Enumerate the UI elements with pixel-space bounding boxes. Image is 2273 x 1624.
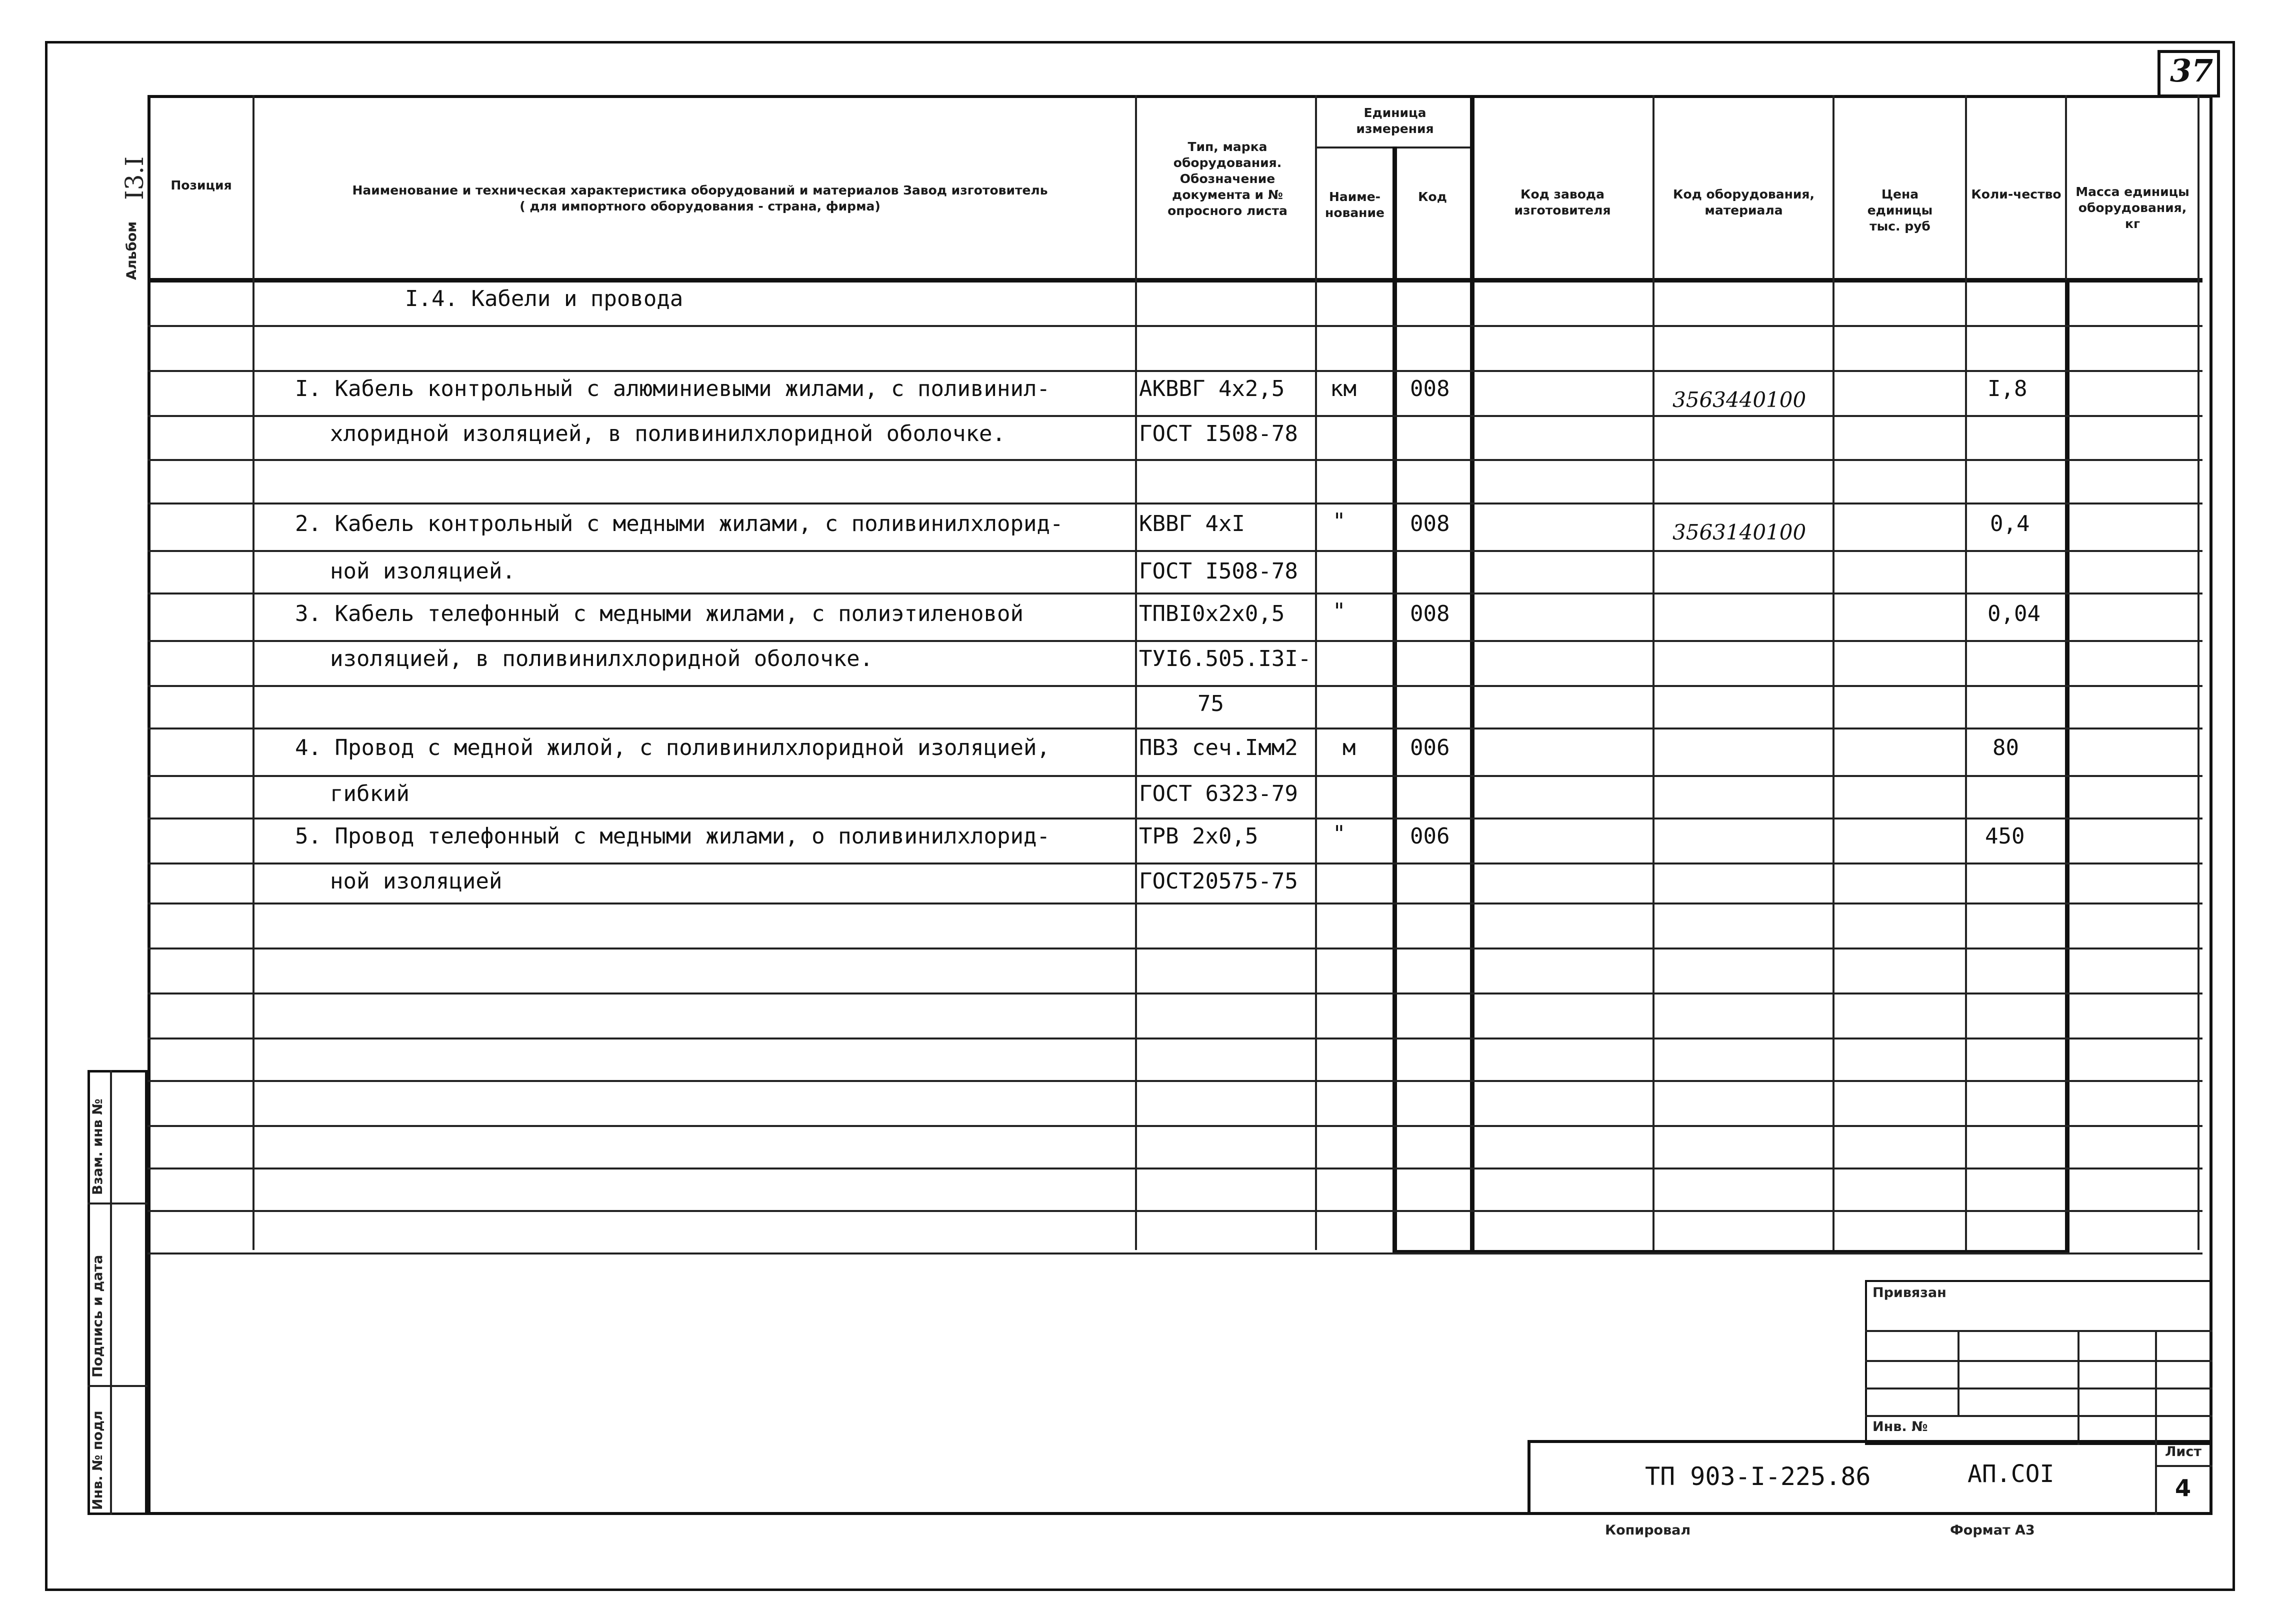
row-8-unit: м: [1342, 735, 1356, 760]
header-type: Тип, марка оборудования. Обозначение документа и № опросного листа: [1168, 140, 1288, 218]
row-5-type: ТПВI0х2х0,5: [1139, 601, 1285, 626]
row-11-name: ной изоляцией: [330, 868, 502, 894]
doc-number: ТП 903-I-225.86: [1645, 1462, 1871, 1491]
row-8-qty: 80: [1992, 735, 2019, 760]
row-1-unit: км: [1330, 376, 1356, 402]
section-title: I.4. Кабели и провода: [405, 286, 684, 312]
stamp-inv: Инв. № подл: [90, 1410, 106, 1510]
row-10-qty: 450: [1985, 824, 2025, 849]
row-6-type: ТУI6.505.I3I-: [1139, 646, 1312, 672]
header-factory-code: Код завода изготовителя: [1514, 187, 1611, 218]
corner-number: 37: [2170, 52, 2214, 89]
row-9-type: ГОСТ 6323-79: [1139, 781, 1298, 806]
album-number: I3.I: [120, 156, 149, 200]
doc-code: АП.COI: [1968, 1460, 2054, 1488]
header-price: Цена единицы тыс. руб: [1867, 187, 1933, 234]
row-10-unit: ": [1332, 821, 1346, 846]
sheet-number: 4: [2175, 1474, 2192, 1502]
row-10-type: ТРВ 2х0,5: [1139, 824, 1258, 849]
header-unit-name: Наиме-нование: [1325, 190, 1384, 220]
header-unit-code: Код: [1418, 190, 1447, 204]
row-4-type: ГОСТ I508-78: [1139, 558, 1298, 584]
row-1-name: I. Кабель контрольный с алюминиевыми жилами, с поливинил-: [295, 376, 1050, 402]
row-1-qty: I,8: [1988, 376, 2028, 402]
row-5-name: 3. Кабель телефонный с медными жилами, с полиэтиленовой: [295, 601, 1024, 626]
row-10-code: 006: [1410, 824, 1450, 849]
row-1-code: 008: [1410, 376, 1450, 402]
row-8-name: 4. Провод с медной жилой, с поливинилхлоридной изоляцией,: [295, 735, 1050, 760]
album-label: Альбом: [124, 221, 140, 280]
row-7-type: 75: [1198, 691, 1224, 716]
row-9-name: гибкий: [330, 781, 410, 806]
header-name: Наименование и техническая характеристика оборудований и материалов Завод изготовитель ( для импортного оборудования - страна, фирма): [352, 183, 1048, 214]
row-4-name: ной изоляцией.: [330, 558, 516, 584]
footer-format: Формат А3: [1950, 1522, 2035, 1538]
row-5-code: 008: [1410, 601, 1450, 626]
stamp-vzam: Взам. инв №: [90, 1098, 106, 1195]
header-equipment-code: Код оборудования, материала: [1673, 187, 1814, 218]
header-position: Позиция: [170, 178, 232, 192]
row-10-name: 5. Провод телефонный с медными жилами, о поливинилхлорид-: [295, 824, 1050, 849]
row-8-type: ПВЗ сеч.Iмм2: [1139, 735, 1298, 760]
privyazan-label: Привязан: [1872, 1285, 1946, 1300]
footer-copied: Копировал: [1605, 1522, 1691, 1538]
row-3-name: 2. Кабель контрольный с медными жилами, с поливинилхлорид-: [295, 511, 1064, 536]
row-2-type: ГОСТ I508-78: [1139, 421, 1298, 446]
row-1-equip-code: 3563440100: [1672, 388, 1806, 412]
row-11-type: ГОСТ20575-75: [1139, 868, 1298, 894]
row-8-code: 006: [1410, 735, 1450, 760]
row-5-unit: ": [1332, 598, 1346, 624]
row-5-qty: 0,04: [1988, 601, 2040, 626]
sheet-label: Лист: [2165, 1444, 2202, 1460]
header-mass: Масса единицы оборудования, кг: [2076, 184, 2190, 231]
row-2-name: хлоридной изоляцией, в поливинилхлоридной оболочке.: [330, 421, 1006, 446]
row-6-name: изоляцией, в поливинилхлоридной оболочке.: [330, 646, 874, 672]
row-3-equip-code: 3563140100: [1672, 520, 1806, 544]
header-quantity: Коли-чество: [1971, 187, 2062, 202]
row-3-unit: ": [1332, 508, 1346, 534]
stamp-podpis: Подпись и дата: [90, 1254, 106, 1378]
row-1-type: АКВВГ 4х2,5: [1139, 376, 1285, 402]
inv-no-label: Инв. №: [1872, 1419, 1928, 1434]
row-3-type: КВВГ 4хI: [1139, 511, 1245, 536]
header-unit-group: Единица измерения: [1356, 106, 1434, 136]
row-3-code: 008: [1410, 511, 1450, 536]
row-3-qty: 0,4: [1990, 511, 2030, 536]
